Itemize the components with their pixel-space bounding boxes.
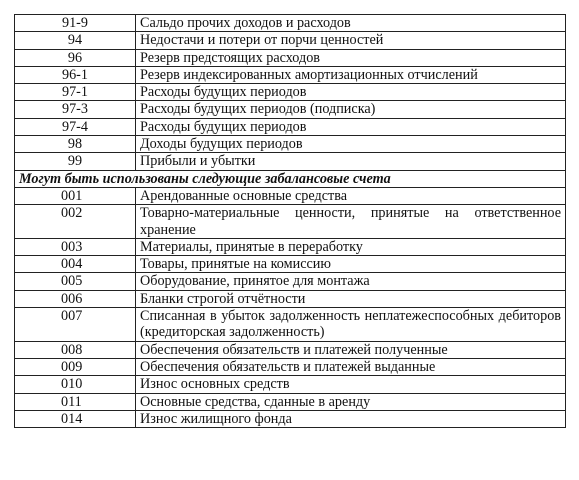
table-row	[15, 341, 566, 358]
table-row	[15, 256, 566, 273]
account-name: Товарно-материальные ценности, принятые на ответственное хранение	[136, 205, 566, 239]
account-code: 97-4	[15, 118, 136, 135]
table-row	[15, 376, 566, 393]
account-name: Сальдо прочих доходов и расходов	[136, 15, 566, 32]
off-balance-accounts-body	[15, 187, 566, 427]
account-code: 007	[15, 308, 136, 342]
account-name: Товары, принятые на комиссию	[136, 256, 566, 273]
account-name: Износ основных средств	[136, 376, 566, 393]
account-name: Доходы будущих периодов	[136, 136, 566, 153]
account-name: Расходы будущих периодов	[136, 118, 566, 135]
table-row	[15, 410, 566, 427]
table-row	[15, 393, 566, 410]
table-row	[15, 273, 566, 290]
account-code: 006	[15, 290, 136, 307]
table-row	[15, 187, 566, 204]
account-code: 008	[15, 341, 136, 358]
account-code: 014	[15, 410, 136, 427]
account-code: 005	[15, 273, 136, 290]
table-row	[15, 32, 566, 49]
account-name: Бланки строгой отчётности	[136, 290, 566, 307]
table-row	[15, 118, 566, 135]
table-row	[15, 66, 566, 83]
account-name: Арендованные основные средства	[136, 187, 566, 204]
account-code: 004	[15, 256, 136, 273]
document-page	[14, 14, 566, 428]
table-row	[15, 205, 566, 239]
account-code: 91-9	[15, 15, 136, 32]
account-code: 99	[15, 153, 136, 170]
account-code: 001	[15, 187, 136, 204]
section-title: Могут быть использованы следующие забалансовые счета	[15, 170, 566, 187]
account-name: Расходы будущих периодов	[136, 84, 566, 101]
account-code: 010	[15, 376, 136, 393]
account-name: Оборудование, принятое для монтажа	[136, 273, 566, 290]
balance-accounts-body	[15, 15, 566, 171]
account-name: Материалы, принятые в переработку	[136, 238, 566, 255]
account-code: 009	[15, 358, 136, 375]
account-code: 98	[15, 136, 136, 153]
accounts-table	[14, 14, 566, 428]
table-row	[15, 358, 566, 375]
section-header-row	[15, 170, 566, 187]
account-code: 002	[15, 205, 136, 239]
account-code: 97-1	[15, 84, 136, 101]
account-name: Износ жилищного фонда	[136, 410, 566, 427]
table-row	[15, 238, 566, 255]
section-header-body	[15, 170, 566, 187]
account-code: 94	[15, 32, 136, 49]
account-code: 011	[15, 393, 136, 410]
account-name: Резерв предстоящих расходов	[136, 49, 566, 66]
account-code: 96	[15, 49, 136, 66]
account-name: Обеспечения обязательств и платежей выданные	[136, 358, 566, 375]
table-row	[15, 15, 566, 32]
table-row	[15, 49, 566, 66]
account-code: 97-3	[15, 101, 136, 118]
account-name: Резерв индексированных амортизационных отчислений	[136, 66, 566, 83]
table-row	[15, 101, 566, 118]
account-code: 96-1	[15, 66, 136, 83]
account-code: 003	[15, 238, 136, 255]
table-row	[15, 290, 566, 307]
account-name: Обеспечения обязательств и платежей полученные	[136, 341, 566, 358]
account-name: Прибыли и убытки	[136, 153, 566, 170]
account-name: Расходы будущих периодов (подписка)	[136, 101, 566, 118]
table-row	[15, 136, 566, 153]
table-row	[15, 308, 566, 342]
account-name: Основные средства, сданные в аренду	[136, 393, 566, 410]
account-name: Недостачи и потери от порчи ценностей	[136, 32, 566, 49]
table-row	[15, 153, 566, 170]
table-row	[15, 84, 566, 101]
account-name: Списанная в убыток задолженность неплатежеспособных дебиторов (кредиторская задолженность)	[136, 308, 566, 342]
